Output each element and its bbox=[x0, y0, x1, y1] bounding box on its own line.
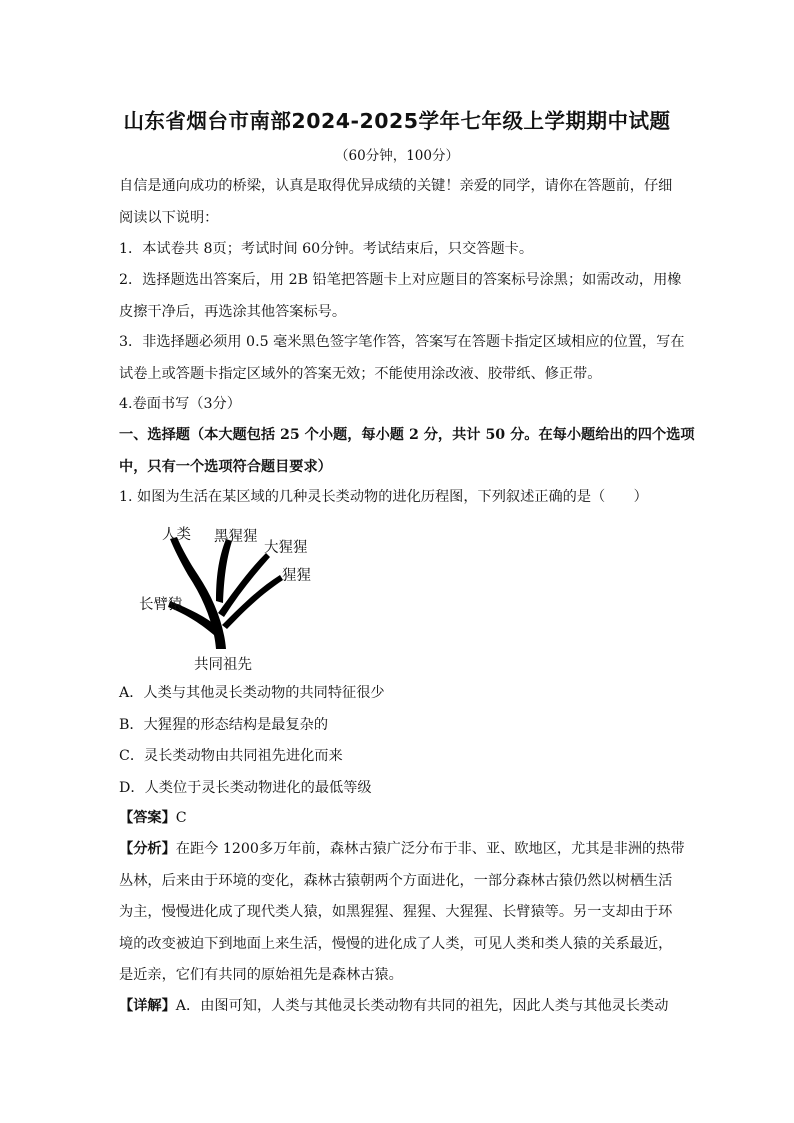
analysis-row bbox=[119, 834, 685, 866]
label-human: 人类 bbox=[162, 527, 191, 543]
analysis-block bbox=[119, 834, 685, 992]
evolution-tree-diagram bbox=[130, 517, 340, 677]
section-line: 一、选择题（本大题包括 25 个小题，每小题 2 分，共计 50 分。在每小题给出的四个选项 bbox=[119, 427, 695, 443]
option-c: C．灵长类动物由共同祖先进化而来 bbox=[119, 748, 343, 764]
answer-row bbox=[119, 803, 679, 835]
intro-paragraph bbox=[119, 171, 679, 234]
section-1-heading bbox=[119, 420, 695, 483]
analysis-tag: 【分析】 bbox=[119, 841, 176, 857]
analysis-line: 在距今 1200多万年前，森林古猿广泛分布于非、亚、欧地区，尤其是非洲的热带 bbox=[175, 841, 685, 857]
label-chimp: 黑猩猩 bbox=[214, 529, 258, 545]
label-gorilla: 大猩猩 bbox=[264, 540, 308, 556]
detail-row bbox=[119, 991, 679, 1023]
rule-line: 2．选择题选出答案后，用 2B 铅笔把答题卡上对应题目的答案标号涂黑；如需改动，用橡 bbox=[119, 272, 682, 288]
question-1-options bbox=[119, 678, 679, 804]
answer-line bbox=[119, 803, 679, 835]
analysis-line: 是近亲，它们有共同的原始祖先是森林古猿。 bbox=[119, 967, 403, 983]
branch-chimp bbox=[216, 539, 232, 603]
rule-line: 3．非选择题必须用 0.5 毫米黑色签字笔作答，答案写在答题卡指定区域相应的位置，写在 bbox=[119, 334, 685, 350]
rule-line: 试卷上或答题卡指定区域外的答案无效；不能使用涂改液、胶带纸、修正带。 bbox=[119, 365, 602, 382]
analysis-line: 丛林，后来由于环境的变化，森林古猿朝两个方面进化，一部分森林古猿仍然以树栖生活 bbox=[119, 872, 673, 889]
label-common-ancestor: 共同祖先 bbox=[194, 657, 252, 673]
rule-line: 1．本试卷共 8页；考试时间 60分钟。考试结束后，只交答题卡。 bbox=[119, 241, 534, 257]
rule-2 bbox=[119, 265, 682, 328]
rule-1 bbox=[119, 234, 679, 266]
detail-tag: 【详解】 bbox=[119, 998, 176, 1014]
detail-block bbox=[119, 991, 679, 1023]
analysis-line: 境的改变被迫下到地面上来生活，慢慢的进化成了人类，可见人类和类人猿的关系最近， bbox=[119, 935, 673, 952]
section-line: 中，只有一个选项符合题目要求） bbox=[119, 458, 332, 475]
label-gibbon: 长臂猿 bbox=[139, 597, 183, 613]
page-title: 山东省烟台市南部2024-2025学年七年级上学期期中试题 bbox=[123, 109, 671, 133]
answer-value: C bbox=[175, 810, 187, 826]
answer-tag: 【答案】 bbox=[119, 810, 176, 826]
option-b: B．大猩猩的形态结构是最复杂的 bbox=[119, 716, 329, 733]
page-subtitle: （60分钟，100分） bbox=[335, 148, 459, 164]
question-line: 1. 如图为生活在某区域的几种灵长类动物的进化历程图，下列叙述正确的是（ ） bbox=[119, 489, 648, 505]
rule-line: 4.卷面书写（3分） bbox=[119, 396, 241, 412]
rule-4 bbox=[119, 389, 679, 421]
intro-line: 自信是通向成功的桥梁，认真是取得优异成绩的关键！亲爱的同学，请你在答题前，仔细 bbox=[119, 178, 673, 194]
analysis-line: 为主，慢慢进化成了现代类人猿，如黑猩猩、猩猩、大猩猩、长臂猿等。另一支却由于环 bbox=[119, 904, 673, 920]
label-orangutan: 猩猩 bbox=[282, 568, 311, 584]
option-d: D．人类位于灵长类动物进化的最低等级 bbox=[119, 779, 372, 796]
question-1-stem bbox=[119, 482, 679, 514]
option-a: A．人类与其他灵长类动物的共同特征很少 bbox=[119, 685, 385, 701]
detail-line: A．由图可知，人类与其他灵长类动物有共同的祖先，因此人类与其他灵长类动 bbox=[175, 998, 669, 1014]
rule-3 bbox=[119, 327, 685, 390]
rule-line: 皮擦干净后，再选涂其他答案标号。 bbox=[119, 303, 347, 320]
intro-line: 阅读以下说明： bbox=[119, 209, 219, 226]
